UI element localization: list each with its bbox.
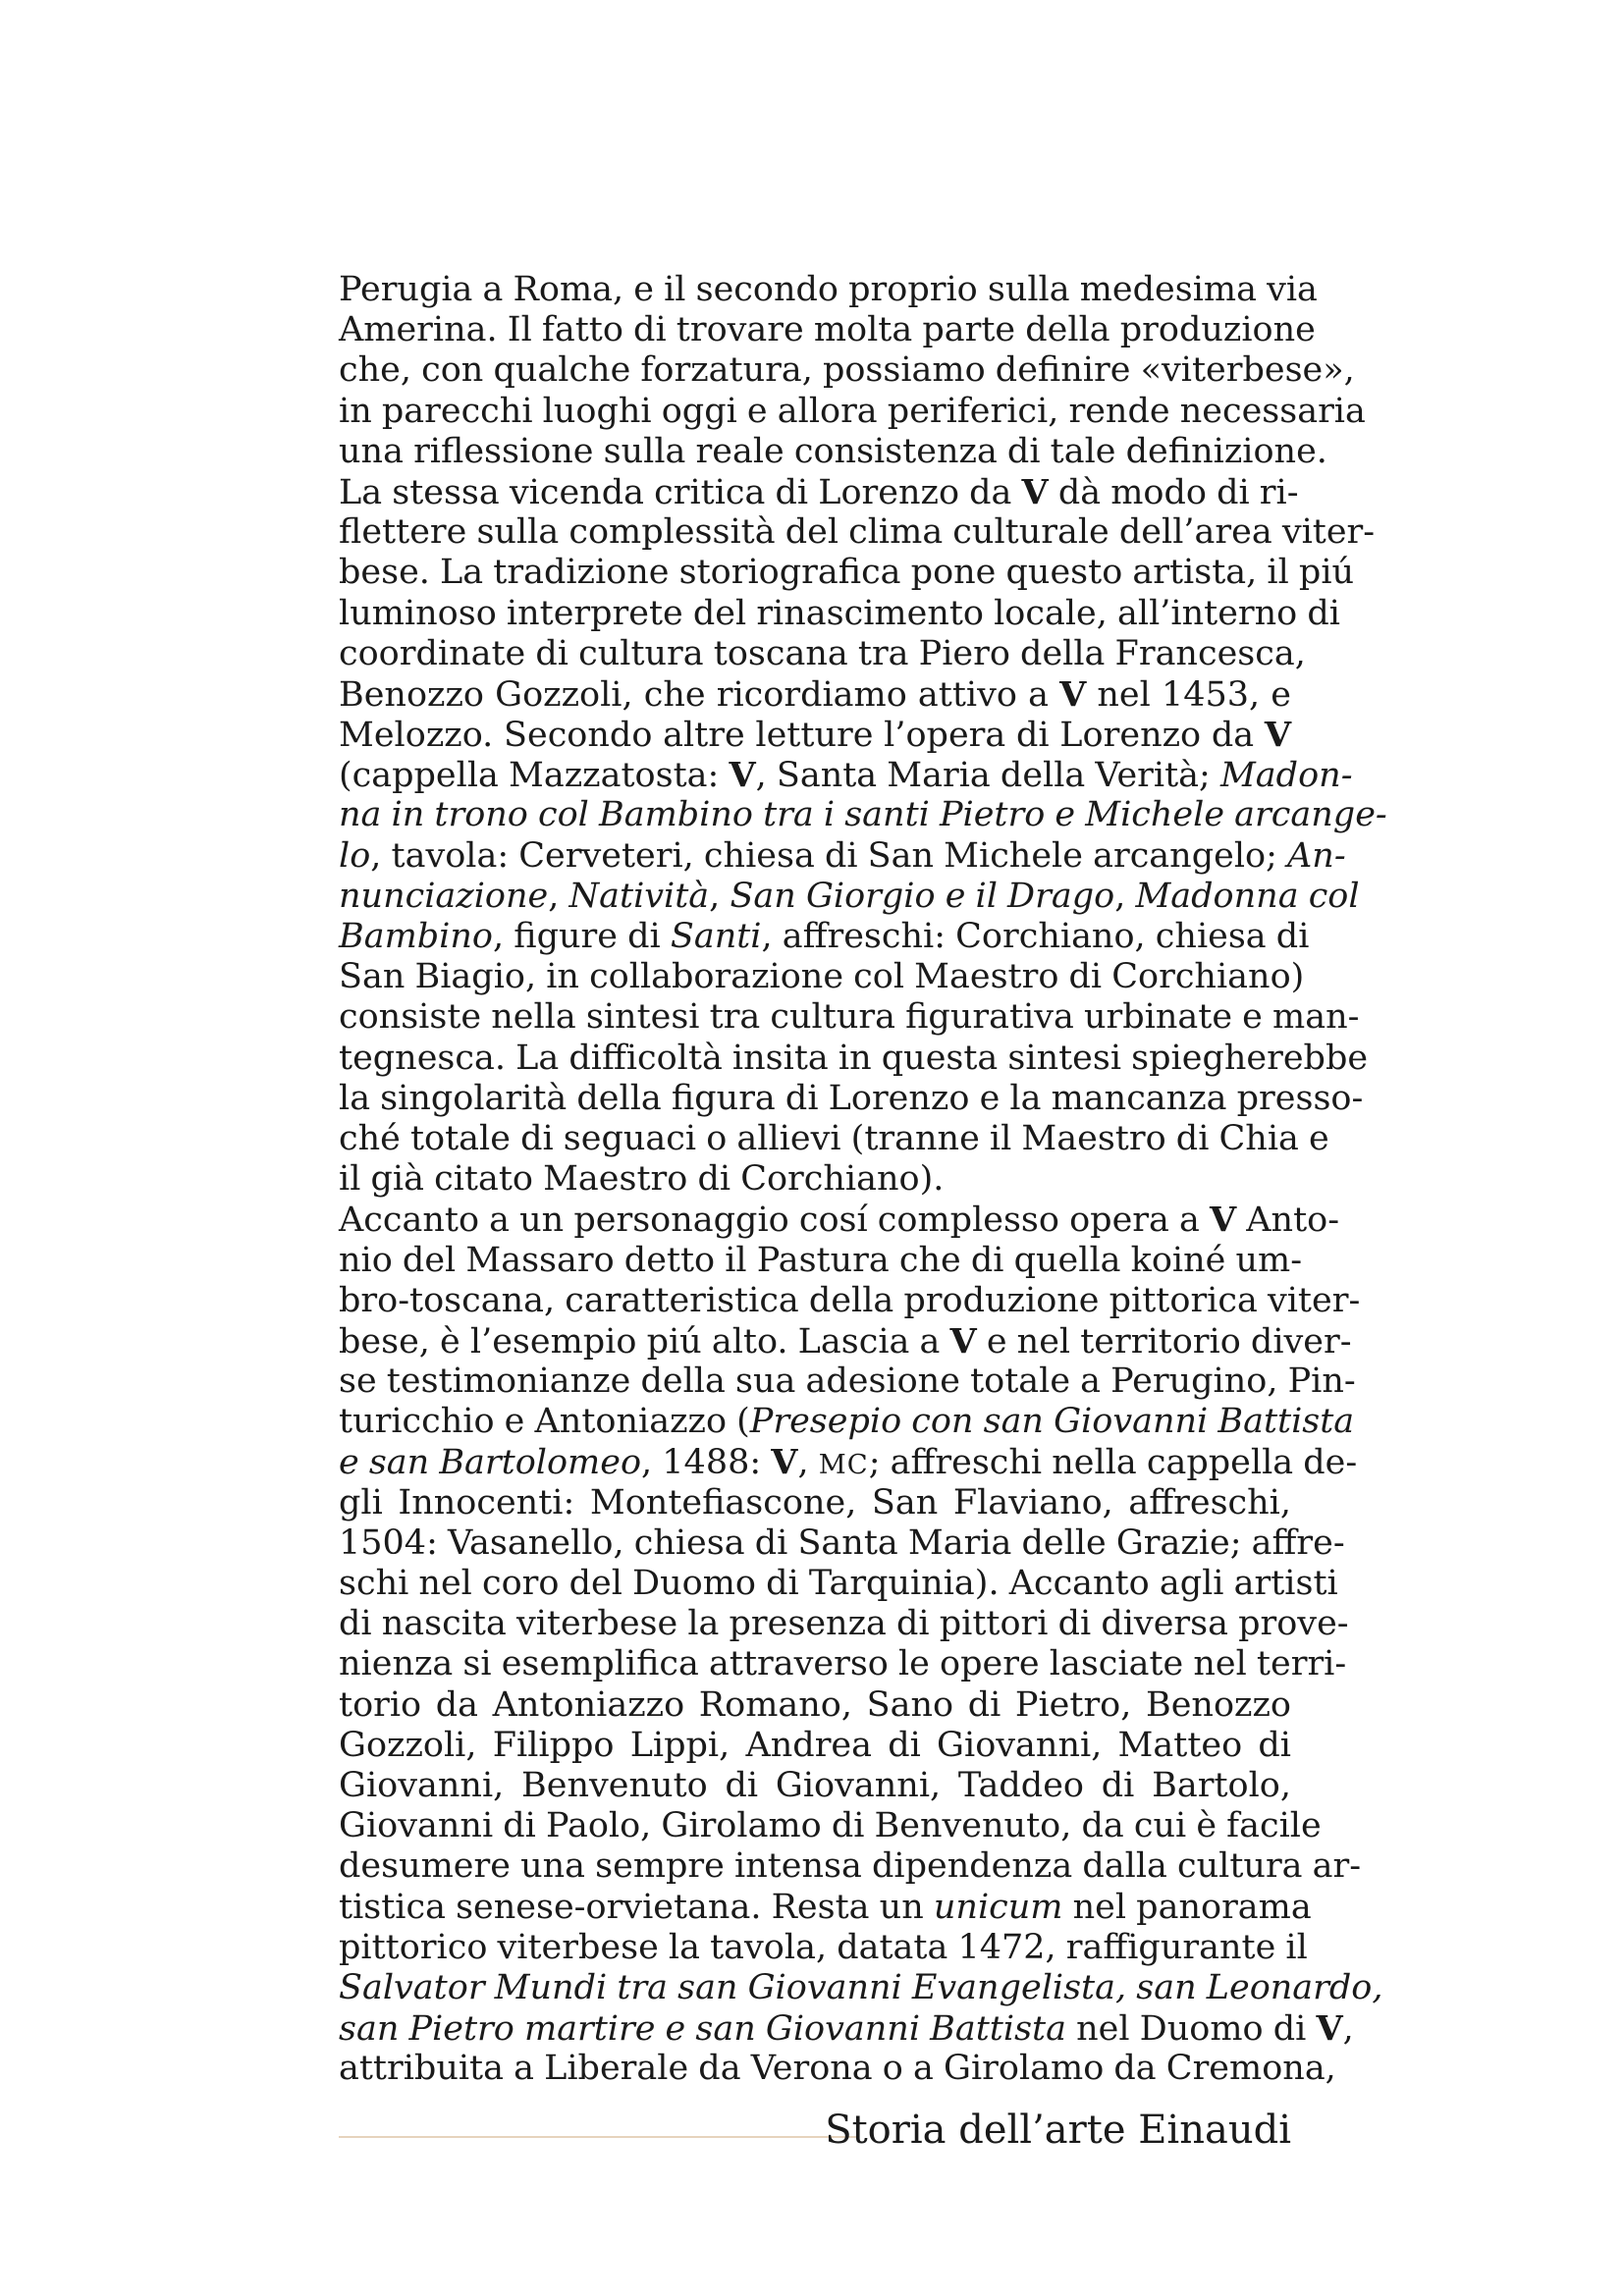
text-line: tegnesca. La difficoltà insita in questa sintesi spiegherebbe xyxy=(339,1038,1369,1078)
text-line: una riflessione sulla reale consistenza di tale definizione. xyxy=(339,431,1327,471)
text-line: Melozzo. Secondo altre letture l’opera di Lorenzo da V xyxy=(339,715,1291,756)
text-line: bese, è l’esempio piú alto. Lascia a V e nel territorio diver- xyxy=(339,1320,1352,1362)
text-line: turicchio e Antoniazzo (Presepio con san Giovanni Battista xyxy=(339,1402,1355,1442)
text-line: consiste nella sintesi tra cultura figurativa urbinate e man- xyxy=(339,997,1360,1038)
text-line: bese. La tradizione storiografica pone questo artista, il piú xyxy=(339,553,1355,593)
text-line: Bambino, figure di Santi, affreschi: Corchiano, chiesa di xyxy=(339,917,1310,956)
text-line: e san Bartolomeo, 1488: V, MC; affreschi nella cappella de- xyxy=(339,1442,1358,1483)
text-line: ché totale di seguaci o allievi (tranne il Maestro di Chia e xyxy=(339,1118,1329,1158)
text-line: lo, tavola: Cerveteri, chiesa di San Michele arcangelo; An- xyxy=(339,835,1346,876)
text-line: Accanto a un personaggio cosí complesso opera a V Anto- xyxy=(339,1200,1340,1241)
text-line: bro-toscana, caratteristica della produzione pittorica viter- xyxy=(339,1280,1361,1320)
text-line: nio del Massaro detto il Pastura che di quella koiné um- xyxy=(339,1240,1303,1280)
text-line: Salvator Mundi tra san Giovanni Evangelista, san Leonardo, xyxy=(339,1967,1383,2007)
text-line: coordinate di cultura toscana tra Piero della Francesca, xyxy=(339,633,1306,673)
text-line: Benozzo Gozzoli, che ricordiamo attivo a V nel 1453, e xyxy=(339,673,1291,715)
footer-rule xyxy=(339,2136,859,2138)
text-line: in parecchi luoghi oggi e allora periferici, rende necessaria xyxy=(339,391,1366,431)
text-line: Giovanni, Benvenuto di Giovanni, Taddeo di Bartolo, xyxy=(339,1765,1291,1805)
body-text xyxy=(339,270,1387,2089)
text-line: Giovanni di Paolo, Girolamo di Benvenuto, da cui è facile xyxy=(339,1806,1322,1846)
text-line: luminoso interprete del rinascimento locale, all’interno di xyxy=(339,593,1340,633)
text-line: Gozzoli, Filippo Lippi, Andrea di Giovanni, Matteo di xyxy=(339,1725,1291,1765)
text-line: se testimonianze della sua adesione totale a Perugino, Pin- xyxy=(339,1362,1356,1402)
text-line: nunciazione, Natività, San Giorgio e il Drago, Madonna col xyxy=(339,876,1360,916)
text-line: san Pietro martire e san Giovanni Battista nel Duomo di V, xyxy=(339,2008,1354,2050)
text-line: gli Innocenti: Montefiascone, San Flaviano, affreschi, xyxy=(339,1482,1291,1522)
text-line: il già citato Maestro di Corchiano). xyxy=(339,1159,945,1200)
text-line: La stessa vicenda critica di Lorenzo da V dà modo di ri- xyxy=(339,471,1299,512)
text-line: San Biagio, in collaborazione col Maestro di Corchiano) xyxy=(339,957,1305,997)
footer-title: Storia dell’arte Einaudi xyxy=(825,2108,1291,2153)
text-line: torio da Antoniazzo Romano, Sano di Pietro, Benozzo xyxy=(339,1684,1291,1725)
text-line: la singolarità della figura di Lorenzo e la mancanza presso- xyxy=(339,1078,1364,1118)
text-line: 1504: Vasanello, chiesa di Santa Maria delle Grazie; affre- xyxy=(339,1522,1345,1563)
text-line: pittorico viterbese la tavola, datata 1472, raffigurante il xyxy=(339,1927,1308,1967)
text-line: flettere sulla complessità del clima culturale dell’area viter- xyxy=(339,512,1376,553)
text-line: tistica senese-orvietana. Resta un unicum nel panorama xyxy=(339,1887,1312,1927)
text-line: di nascita viterbese la presenza di pittori di diversa prove- xyxy=(339,1604,1349,1644)
text-line: schi nel coro del Duomo di Tarquinia). Accanto agli artisti xyxy=(339,1564,1338,1603)
text-line: attribuita a Liberale da Verona o a Girolamo da Cremona, xyxy=(339,2049,1336,2089)
page-footer xyxy=(339,2101,1291,2160)
text-line: che, con qualche forzatura, possiamo definire «viterbese», xyxy=(339,350,1355,391)
text-line: na in trono col Bambino tra i santi Pietro e Michele arcange- xyxy=(339,795,1387,835)
text-line: nienza si esemplifica attraverso le opere lasciate nel terri- xyxy=(339,1644,1347,1684)
text-line: Amerina. Il fatto di trovare molta parte della produzione xyxy=(339,310,1316,350)
text-line: Perugia a Roma, e il secondo proprio sulla medesima via xyxy=(339,270,1318,309)
text-line: (cappella Mazzatosta: V, Santa Maria della Verità; Madon- xyxy=(339,755,1353,796)
text-line: desumere una sempre intensa dipendenza dalla cultura ar- xyxy=(339,1846,1362,1887)
